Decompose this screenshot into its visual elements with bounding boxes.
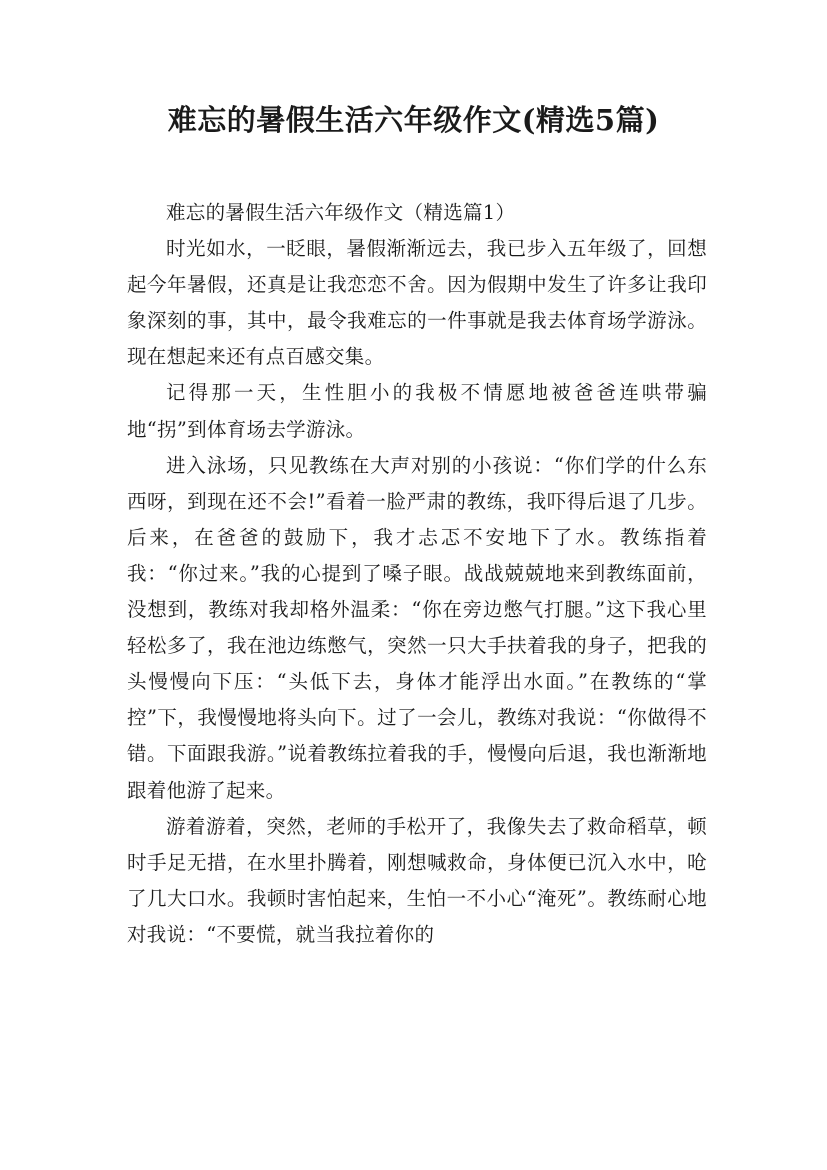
section-heading: 难忘的暑假生活六年级作文（精选篇1） bbox=[166, 201, 516, 224]
document-title: 难忘的暑假生活六年级作文(精选5篇) bbox=[167, 103, 660, 137]
paragraph-1: 时光如水，一眨眼，暑假渐渐远去，我已步入五年级了，回想起今年暑假，还真是让我恋恋不舍。因为假期中发生了许多让我印象深刻的事，其中，最令我难忘的一件事就是我去体育场学游泳。现在想起来还有点百感交集。 bbox=[127, 237, 707, 369]
paragraph-3: 进入泳场，只见教练在大声对别的小孩说：“你们学的什么东西呀，到现在还不会!”看着一脸严肃的教练，我吓得后退了几步。后来，在爸爸的鼓励下，我才忐忑不安地下了水。教练指着我：“你过来。”我的心提到了嗓子眼。战战兢兢地来到教练面前，没想到，教练对我却格外温柔：“你在旁边憋气打腿。”这下我心里轻松多了，我在池边练憋气，突然一只大手扶着我的身子，把我的头慢慢向下压：“头低下去，身体才能浮出水面。”在教练的“掌控”下，我慢慢地将头向下。过了一会儿，教练对我说：“你做得不错。下面跟我游。”说着教练拉着我的手，慢慢向后退，我也渐渐地跟着他游了起来。 bbox=[127, 453, 707, 802]
paragraph-2: 记得那一天，生性胆小的我极不情愿地被爸爸连哄带骗地“拐”到体育场去学游泳。 bbox=[127, 381, 707, 441]
paragraph-4: 游着游着，突然，老师的手松开了，我像失去了救命稻草，顿时手足无措，在水里扑腾着，刚想喊救命，身体便已沉入水中，呛了几大口水。我顿时害怕起来，生怕一不小心“淹死”。教练耐心地对我说：“不要慌，就当我拉着你的 bbox=[127, 814, 707, 946]
document-body bbox=[127, 195, 707, 953]
